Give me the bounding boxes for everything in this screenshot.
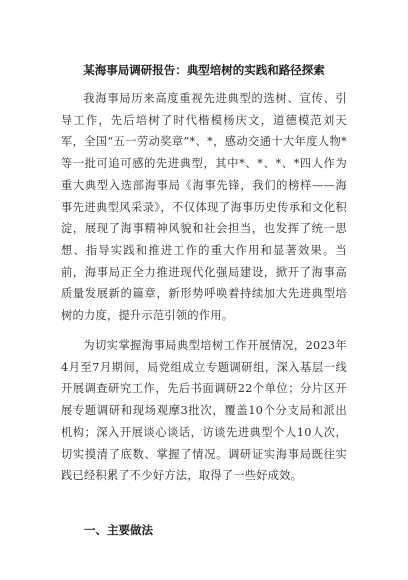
body-paragraph-2: 为切实掌握海事局典型培树工作开展情况，2023年4月至7月期间，局党组成立专题调研组，深入基层一线开展调查研究工作，先后书面调研22个单位；分片区开展专题调研和现场观摩3批次，覆盖10个分支局和派出机构；深入开展谈心谈话，访谈先进典型个人10人次，切实摸清了底数、掌握了情况。调研证实海事局既往实践已经积累了不少好方法，取得了一些好成效。 [61, 339, 347, 483]
document-title: 某海事局调研报告：典型培树的实践和路径探索 [83, 63, 325, 77]
body-paragraph-1: 我海事局历来高度重视先进典型的选树、宣传、引导工作，先后培树了时代楷模杨庆文，道德模范刘天军，全国“五一劳动奖章”*、*，感动交通十大年度人物*等一批可追可感的先进典型，其中*、*、*、*四人作为重大典型入选部海事局《海事先锋，我们的榜样——海事先进典型风采录》，不仅体现了海事历史传承和文化积淀，展现了海事精神风貌和社会担当，也发挥了统一思想、指导实践和推进工作的重大作用和显著效果。当前，海事局正全力推进现代化强局建设，掀开了海事高质量发展新的篇章，新形势呼唤着持续加大先进典型培树的力度，提升示范引领的作用。 [61, 92, 347, 323]
section-heading: 一、主要做法 [84, 523, 153, 537]
